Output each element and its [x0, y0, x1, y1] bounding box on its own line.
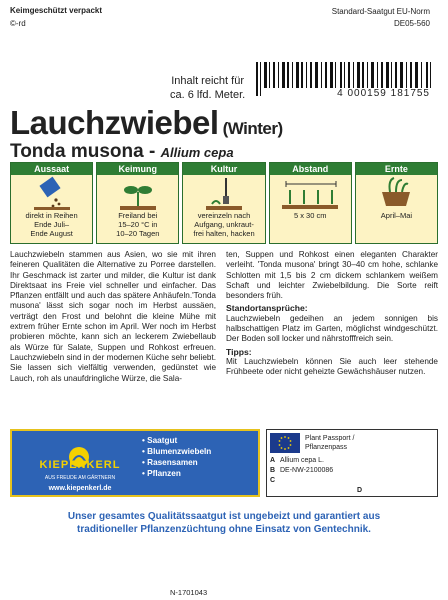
calendar-head: Abstand — [270, 163, 351, 175]
standard-info — [332, 6, 430, 30]
calendar-line: April–Mai — [380, 211, 413, 220]
product-item: • Rasensamen — [142, 457, 211, 468]
calendar-line: 10–20 Tagen — [116, 229, 160, 238]
description-continued — [226, 250, 438, 378]
calendar-line: Freiland bei — [118, 211, 158, 220]
basket-icon — [356, 175, 437, 211]
calendar-line: 5 x 30 cm — [293, 211, 327, 220]
product-title — [10, 104, 283, 142]
brand-tagline: AUS FREUDE AM GÄRTNERN — [44, 475, 116, 481]
calendar-line: direkt in Reihen — [25, 211, 78, 220]
passport-title-line2: Pflanzenpass — [305, 444, 348, 451]
latin-name: Allium cepa — [160, 145, 234, 160]
guarantee-line1: Unser gesamtes Qualitätssaatgut ist ungebeizt und garantiert aus — [67, 511, 381, 522]
barcode-number: 4 000159 181755 — [337, 88, 430, 99]
product-title-sub: (Winter) — [222, 119, 283, 138]
spacing-icon — [270, 175, 351, 211]
guarantee-statement — [10, 510, 438, 536]
passport-key: A — [270, 457, 276, 464]
tips-text: Mit Lauchzwiebeln können Sie auch leer stehende Frühbeete oder nicht geheizte Gewächshäuser nutzen. — [226, 356, 438, 377]
calendar-line: frei halten, hacken — [193, 229, 255, 238]
eu-flag-icon — [270, 433, 300, 453]
passport-title-line1: Plant Passport / — [305, 435, 355, 442]
passport-row-c — [270, 477, 280, 484]
description-text: Lauchzwiebeln stammen aus Asien, wo sie mit ihren feineren Qualitäten die Alternative zu Porree darstellen. Ihr Geschmack ist zarter und milder, die Kultur ist dank Direktsaat ins Freie viel schneller und einfacher. Das Pflanzen entfällt und auch das spätere Anhäufeln.'Tonda musona' lässt sich sogar noch im Herbst aussäen, verträgt den Frost und belohnt die kleine Mühe mit extrem früher Ernte schon im April. Wer noch im Herbst probieren möchte, kann sich an leckerem Zwiebellaub als Würze für Salate, Suppen und Rohkost erfreuen. Lauchzwiebeln sind in der modernen Küche sehr beliebt. Sie lassen sich vielfältig verwenden, gedünstet wie Lauch, roh als unaufdringliche Würze, die Sala- — [10, 250, 216, 383]
calendar-line: Ende Juli– — [34, 220, 70, 229]
sprout-icon — [97, 175, 178, 211]
calendar-line: 15–20 °C in — [118, 220, 158, 229]
article-number: N-1701043 — [170, 588, 208, 597]
protection-title: Keimgeschützt verpackt — [10, 6, 103, 15]
seed-packet-icon — [11, 175, 92, 211]
calendar-sowing — [10, 162, 93, 244]
content-note — [170, 74, 245, 102]
plant-passport — [266, 429, 438, 497]
product-item: • Pflanzen — [142, 468, 211, 479]
passport-key: D — [357, 487, 363, 494]
product-item: • Blumenzwiebeln — [142, 446, 211, 457]
brand-url: www.kiepenkerl.de — [48, 485, 112, 492]
passport-key: B — [270, 467, 276, 474]
brand-name: KIEPENKERL — [39, 459, 121, 471]
calendar-germination — [96, 162, 179, 244]
spade-icon — [183, 175, 264, 211]
variety-line — [10, 141, 234, 163]
passport-value: Allium cepa L. — [280, 457, 324, 464]
calendar-line: Ende August — [30, 229, 73, 238]
passport-title — [305, 434, 354, 452]
variety-name: Tonda musona - — [10, 141, 161, 162]
brand-products — [142, 435, 211, 479]
location-heading: Standortansprüche: — [226, 303, 308, 314]
product-title-main: Lauchzwiebel — [10, 104, 219, 141]
brand-emblem-icon — [20, 437, 138, 477]
passport-row-d — [357, 487, 367, 494]
location-text: Lauchzwiebeln gedeihen an jedem sonnigen bis halbschattigen Platz im Garten, möglichst windgeschützt. Der Boden soll locker und nährstofffreich sein. — [226, 313, 438, 344]
guarantee-line2: traditioneller Pflanzenzüchtung ohne Einsatz von Gentechnik. — [77, 524, 371, 535]
standard-label: Standard-Saatgut EU-Norm — [331, 7, 430, 16]
calendar-head: Aussaat — [11, 163, 92, 175]
copyright-mark: ©-rd — [10, 19, 26, 28]
calendar-line: Aufgang, unkraut- — [194, 220, 254, 229]
calendar-head: Ernte — [356, 163, 437, 175]
description-intro: ten, Suppen und Rohkost einen eleganten Charakter verleiht. 'Tonda musona' bringt 30–40 cm hohe, schlanke Schlotten mit 1,5 bis 2 cm dickem schlankem weißem Schaft und leichter Zwiebelbildung. Die Sorte reift besonders früh. — [226, 250, 438, 301]
passport-row-a — [270, 457, 324, 464]
calendar-culture — [182, 162, 265, 244]
cultivation-calendar — [10, 162, 438, 244]
passport-value: DE-NW-2100086 — [280, 467, 334, 474]
content-note-line2: ca. 6 lfd. Meter. — [170, 89, 246, 101]
brand-box — [10, 429, 260, 497]
passport-key: C — [270, 477, 276, 484]
content-note-line1: Inhalt reicht für — [171, 75, 244, 87]
passport-row-b — [270, 467, 333, 474]
protection-note — [10, 6, 102, 28]
calendar-head: Kultur — [183, 163, 264, 175]
calendar-harvest — [355, 162, 438, 244]
tips-heading: Tipps: — [226, 346, 252, 357]
standard-code: DE05-560 — [393, 19, 430, 28]
calendar-spacing — [269, 162, 352, 244]
product-item: • Saatgut — [142, 435, 211, 446]
calendar-line: vereinzeln nach — [197, 211, 251, 220]
calendar-head: Keimung — [97, 163, 178, 175]
